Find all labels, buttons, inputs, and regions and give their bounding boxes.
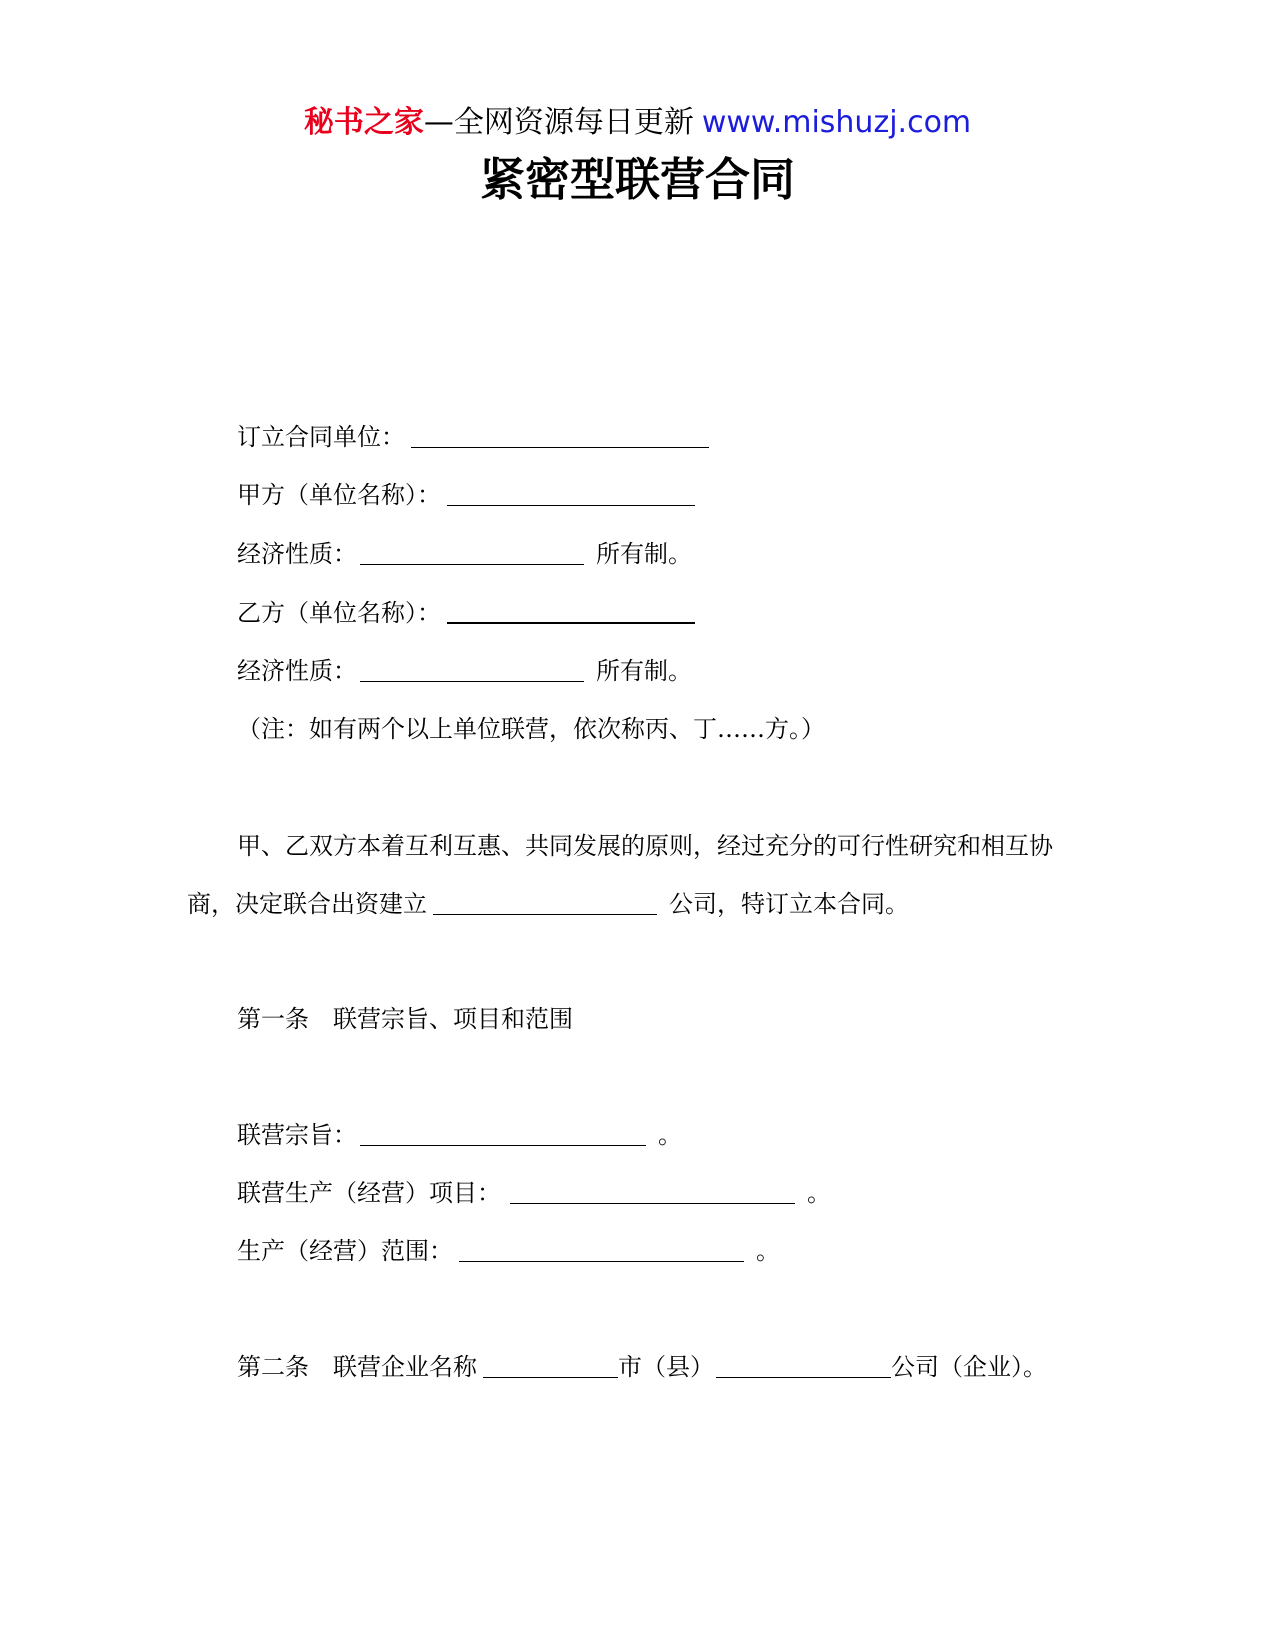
party-a-blank	[447, 483, 695, 506]
party-a-nature-blank	[360, 542, 584, 565]
party-b-line	[237, 599, 695, 627]
preamble-suffix: 公司，特订立本合同。	[669, 890, 909, 918]
city-blank	[716, 1355, 891, 1378]
party-a-line	[237, 483, 695, 507]
scope-suffix: 。	[756, 1237, 780, 1265]
city-label: 市（县）	[618, 1353, 714, 1381]
project-suffix: 。	[807, 1179, 831, 1207]
scope-label: 生产（经营）范围：	[237, 1237, 453, 1265]
preamble-line-2	[187, 892, 909, 916]
scope-blank	[459, 1239, 744, 1262]
company-name-blank	[433, 892, 657, 915]
party-b-nature-suffix: 所有制。	[596, 657, 692, 685]
party-a-nature-label: 经济性质：	[237, 540, 357, 568]
signing-unit-label: 订立合同单位：	[237, 423, 405, 451]
article-1-title: 联营宗旨、项目和范围	[333, 1005, 573, 1033]
party-b-nature-blank	[360, 659, 584, 682]
purpose-suffix: 。	[658, 1121, 682, 1149]
header-tagline: —全网资源每日更新	[423, 105, 694, 140]
purpose-label: 联营宗旨：	[237, 1121, 357, 1149]
article-2-number: 第二条	[237, 1353, 309, 1381]
party-b-blank	[447, 600, 695, 624]
enterprise-name-label: 联营企业名称	[333, 1353, 477, 1381]
purpose-line	[237, 1123, 682, 1147]
company-suffix: 公司（企业）。	[891, 1353, 1047, 1381]
purpose-blank	[360, 1123, 646, 1146]
project-blank	[510, 1181, 795, 1204]
brand-name: 秘书之家	[303, 105, 424, 140]
article-2-line	[237, 1355, 1047, 1379]
party-b-label: 乙方（单位名称）：	[237, 599, 441, 627]
party-a-nature-line	[237, 542, 692, 566]
preamble-line-1: 甲、乙双方本着互利互惠、共同发展的原则，经过充分的可行性研究和相互协	[237, 832, 1053, 860]
scope-line	[237, 1239, 780, 1263]
site-url: www.mishuzj.com	[701, 105, 972, 140]
preamble-prefix: 商，决定联合出资建立	[187, 890, 427, 918]
party-b-nature-line	[237, 659, 692, 683]
project-line	[237, 1181, 831, 1205]
signing-unit-line	[237, 425, 709, 449]
article-1-number: 第一条	[237, 1005, 309, 1033]
article-1-heading	[237, 1007, 573, 1031]
signing-unit-blank	[411, 425, 709, 448]
party-a-label: 甲方（单位名称）：	[237, 481, 441, 509]
document-title: 紧密型联营合同	[479, 153, 795, 206]
enterprise-name-blank	[483, 1355, 618, 1378]
parties-note: （注：如有两个以上单位联营，依次称丙、丁……方。）	[237, 715, 825, 743]
site-header	[0, 105, 1275, 141]
party-b-nature-label: 经济性质：	[237, 657, 357, 685]
project-label: 联营生产（经营）项目：	[237, 1179, 501, 1207]
party-a-nature-suffix: 所有制。	[596, 540, 692, 568]
